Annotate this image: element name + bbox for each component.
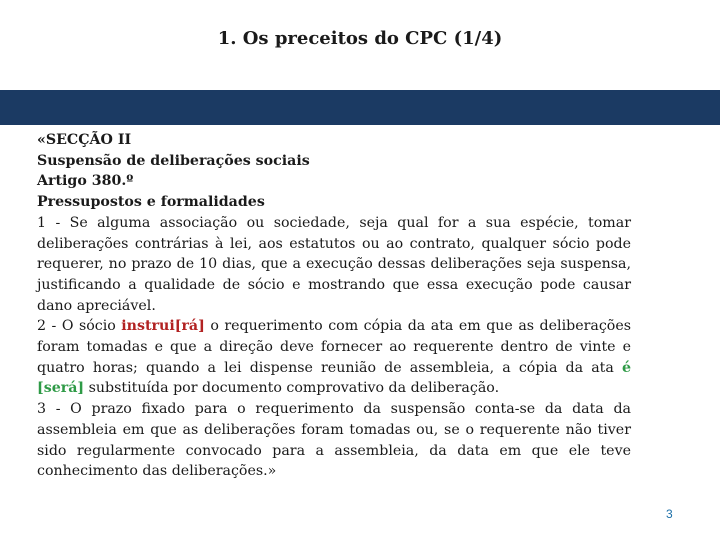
paragraph-2-text: o requerimento com cópia da ata em que as deliberações foram tomadas e que a direção deve fornecer ao requerente dentro de vinte e quatro horas; quando a lei dispense reunião de assembleia, a cópia da ata xyxy=(37,318,631,376)
amended-word-old: é xyxy=(621,359,631,376)
paragraph-1: 1 - Se alguma associação ou sociedade, seja qual for a sua espécie, tomar deliberações contrárias à lei, aos estatutos ou ao contrato, qualquer sócio pode requerer, no prazo de 10 dias, que a execução dessas deliberações seja suspensa, justificando a qualidade de sócio e mostrando que essa execução pode causar dano apreciável. xyxy=(37,214,631,314)
article-number: Artigo 380.º xyxy=(37,173,134,190)
page-number: 3 xyxy=(666,507,673,521)
slide-title: 1. Os preceitos do CPC (1/4) xyxy=(217,28,503,49)
legal-text xyxy=(37,130,631,482)
header-band xyxy=(0,90,720,125)
article-heading: Pressupostos e formalidades xyxy=(37,194,265,211)
paragraph-2-text: 2 - O sócio xyxy=(37,318,122,335)
amended-verb-suffix: [rá] xyxy=(174,318,205,335)
paragraph-3: 3 - O prazo fixado para o requerimento da suspensão conta-se da data da assembleia em que as deliberações foram tomadas ou, se o requerente não tiver sido regularmente convocado para a assembleia, da data em que ele teve conhecimento das deliberações.» xyxy=(37,401,631,480)
amended-word-new: [será] xyxy=(37,380,85,397)
paragraph-2-text: substituída por documento comprovativo da deliberação. xyxy=(84,380,500,397)
paragraph-2 xyxy=(37,316,631,399)
subsection-heading: Suspensão de deliberações sociais xyxy=(37,152,310,169)
section-heading: «SECÇÃO II xyxy=(37,132,132,148)
amended-verb: instrui xyxy=(121,318,175,335)
